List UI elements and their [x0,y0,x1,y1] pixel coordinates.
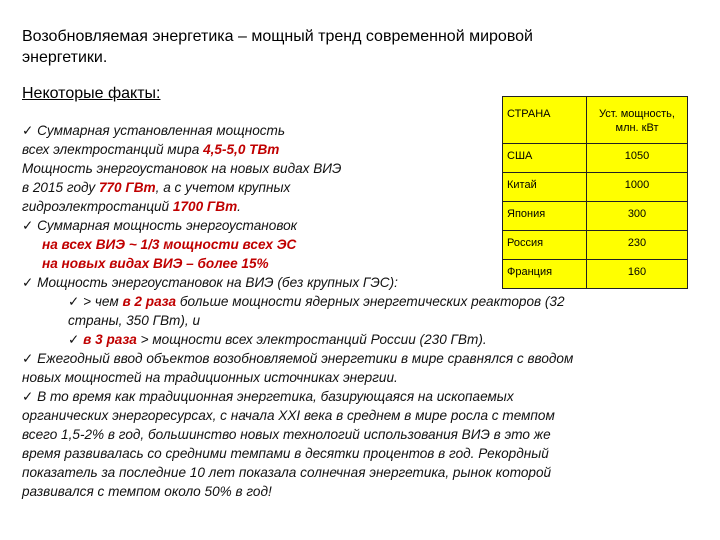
facts-body [22,121,694,501]
fact-line: всего 1,5-2% в год, большинство новых технологий использования ВИЭ в это же [22,427,551,442]
fact-line: ✓ > чем в 2 раза больше мощности ядерных энергетических реакторов (32 [68,294,565,309]
capacity-cell: 300 [627,208,647,220]
checkmark-icon: ✓ [68,294,80,309]
fact-line: ✓ Мощность энергоустановок на ВИЭ (без крупных ГЭС): [22,275,398,290]
fact-line: органических энергоресурсах, с начала XXI века в среднем в мире росла с темпом [22,408,555,423]
fact-line: страны, 350 ГВт), и [68,313,201,328]
capacity-cell: 160 [627,266,647,278]
fact-line: развивался с темпом около 50% в год! [22,484,272,499]
checkmark-icon: ✓ [22,351,34,366]
checkmark-icon: ✓ [22,218,34,233]
highlight-value: 770 ГВт [98,180,156,195]
title-line-2: энергетики. [22,49,108,66]
fact-line-highlight: на новых видах ВИЭ – более 15% [42,256,269,271]
title-line-1: Возобновляемая энергетика – мощный тренд современной мировой [22,28,533,45]
capacity-cell: 230 [627,237,647,249]
fact-line: Мощность энергоустановок на новых видах ВИЭ [22,161,342,176]
country-cell: Россия [503,231,587,259]
facts-heading: Некоторые факты: [22,85,161,102]
fact-line: ✓ в 3 раза > мощности всех электростанций России (230 ГВт). [68,332,487,347]
highlight-value: в 3 раза [83,332,137,347]
checkmark-icon: ✓ [22,389,34,404]
fact-line: время развивалась со средними темпами в десятки процентов в год. Рекордный [22,446,549,461]
fact-line: ✓ Суммарная мощность энергоустановок [22,218,298,233]
country-cell: Франция [503,260,587,288]
fact-line: ✓ В то время как традиционная энергетика, базирующаяся на ископаемых [22,389,514,404]
slide-title [22,26,662,68]
capacity-cell: 1050 [624,150,650,162]
country-cell: Япония [503,202,587,230]
capacity-cell: 1000 [624,179,650,191]
country-cell: США [503,144,587,172]
fact-line: показатель за последние 10 лет показала солнечная энергетика, рынок которой [22,465,552,480]
fact-line: всех электростанций мира 4,5-5,0 ТВт [22,142,280,157]
checkmark-icon: ✓ [22,123,34,138]
highlight-value: 4,5-5,0 ТВт [203,142,280,157]
country-cell: Китай [503,173,587,201]
fact-line: ✓ Ежегодный ввод объектов возобновляемой энергетики в мире сравнялся с вводом [22,351,574,366]
header-capacity-line2: млн. кВт [615,122,659,134]
checkmark-icon: ✓ [22,275,34,290]
fact-line: ✓ Суммарная установленная мощность [22,123,286,138]
highlight-value: в 2 раза [122,294,177,309]
fact-line: в 2015 году 770 ГВт, а с учетом крупных [22,180,291,195]
checkmark-icon: ✓ [68,332,80,347]
fact-line: новых мощностей на традиционных источниках энергии. [22,370,398,385]
header-capacity-line1: Уст. мощность, [599,108,675,120]
fact-line-highlight: на всех ВИЭ ~ 1/3 мощности всех ЭС [42,237,297,252]
highlight-value: 1700 ГВт [172,199,238,214]
header-country: СТРАНА [503,97,587,143]
fact-line: гидроэлектростанций 1700 ГВт. [22,199,241,214]
